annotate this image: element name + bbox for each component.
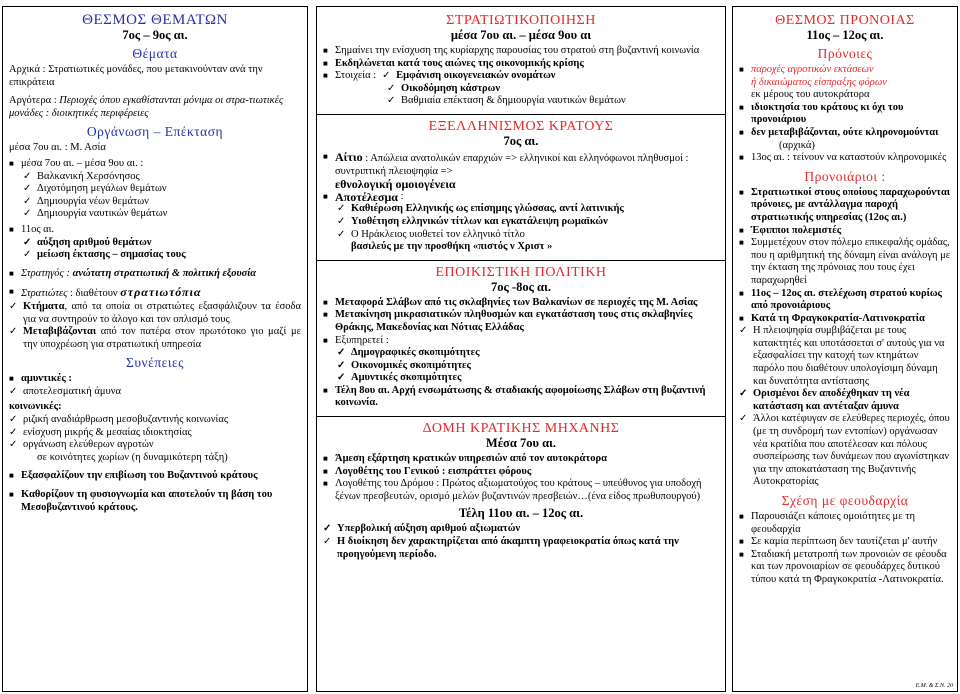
square-bullet-icon: ■ (739, 238, 744, 248)
square-bullet-icon: ■ (9, 490, 14, 500)
check-icon: ✓ (9, 326, 18, 338)
strategos-line: ■ Στρατηγός : ανώτατη στρατιωτική & πολιτική εξουσία (9, 267, 257, 279)
square-bullet-icon: ■ (323, 385, 328, 395)
check-icon: ✓ (9, 300, 18, 312)
list-item: ✓ Δημογραφικές σκοπιμότητες (337, 347, 480, 359)
argotera-text: Αργότερα : Περιοχές όπου εγκαθίστανται μόνιμα οι στρα-τιωτικές μονάδες : διοικητικές περιφέρειες (9, 95, 284, 119)
pr-b3: ■ Συμμετέχουν στον πόλεμο επικεφαλής ομάδας, που η αριθμητική της δύναμη είναι ανάλογη με την έκταση της πρόνοιας που τους έχει παραχωρηθεί (739, 237, 951, 286)
check-icon: ✓ (387, 95, 396, 107)
square-bullet-icon: ■ (323, 71, 328, 81)
square-bullet-icon: ■ (739, 153, 744, 163)
pr-c2: ✓ Ορισμένοι δεν αποδέχθηκαν τη νέα κατάσταση και αντέταξαν άμυνα (739, 388, 910, 412)
s4-title: ΔΟΜΗ ΚΡΑΤΙΚΗΣ ΜΗΧΑΝΗΣ (422, 421, 620, 437)
square-bullet-icon: ■ (739, 187, 744, 197)
pronoiarioi-heading: Προνοιάριοι : (804, 168, 886, 184)
themata-heading: Θέματα (132, 46, 178, 61)
check-icon: ✓ (382, 70, 391, 82)
pr-b1: ■ Στρατιωτικοί στους οποίους παραχωρούνται πρόνοιες, με αντάλλαγμα παροχή στρατιωτικής υπηρεσίας (12ος αι.) (739, 186, 951, 223)
check-icon: ✓ (23, 208, 32, 220)
m7-9-line: ■ μέσα 7ου αι. – μέσα 9ου αι. : (9, 157, 144, 169)
list-item: ✓ Δημιουργία νέων θεμάτων (23, 195, 149, 207)
s2-ethnologiki: εθνολογική ομοιογένεια (335, 177, 456, 192)
check-icon: ✓ (23, 183, 32, 195)
s3-title: ΕΠΟΙΚΙΣΤΙΚΗ ΠΟΛΙΤΙΚΗ (435, 264, 607, 280)
list-item: ✓ Βαθμιαία επέκταση & δημιουργία ναυτικών θεμάτων (387, 95, 626, 107)
square-bullet-icon: ■ (323, 297, 328, 307)
list-item: ✓ Ο Ηράκλειος υιοθετεί τον ελληνικό τίτλο (337, 228, 525, 240)
square-bullet-icon: ■ (9, 374, 14, 384)
check-icon: ✓ (739, 325, 748, 337)
org-heading: Οργάνωση – Επέκταση (86, 124, 224, 140)
column-middle (316, 6, 726, 692)
pronoies-b1: ■ παροχές αγροτικών εκτάσεων (739, 64, 874, 75)
check-icon: ✓ (9, 439, 18, 451)
check-icon: ✓ (323, 523, 332, 535)
check-icon: ✓ (23, 249, 32, 261)
list-item: ✓ Αμυντικές σκοπιμότητες (337, 372, 462, 384)
square-bullet-icon: ■ (739, 288, 744, 298)
check-icon: ✓ (9, 414, 18, 426)
square-bullet-icon: ■ (739, 512, 744, 521)
s2-title: ΕΞΕΛΛΗΝΙΣΜΟΣ ΚΡΑΤΟΥΣ (428, 118, 614, 134)
list-item: ✓ οργάνωση ελεύθερων αγροτών (9, 439, 154, 451)
s4-b3: ■ Λογοθέτης του Δρόμου : Πρώτος αξιωματούχος του κράτους – υπεύθυνος για υποδοχή ξένων πρεσβευτών, ορισμό μελών βυζαντινών πρεσβειών…(ένα είδος πρωθυπουργού) (323, 478, 702, 502)
list-item: ✓ Βαλκανική Χερσόνησος (23, 170, 140, 182)
amyntikes-label: ■ αμυντικές : (9, 373, 72, 385)
stratiotes-line: ■ Στρατιώτες : διαθέτουν στρατιωτόπια (9, 285, 202, 300)
s3-b4: ■ Τέλη 8ου αι. Αρχή ενσωμάτωσης & σταδιακής αφομοίωσης Σλάβων στη βυζαντινή κοινωνία. (323, 384, 706, 409)
pronoies-b4: ■ 13ος αι. : τείνουν να καταστούν κληρονομικές (739, 152, 947, 164)
s1-period: μέσα 7ου αι. – μέσα 9ου αι (450, 28, 592, 42)
square-bullet-icon: ■ (323, 151, 328, 161)
pronoies-b1a: ή δικαιώματος είσπραξης φόρων (751, 76, 887, 88)
check-icon: ✓ (23, 236, 32, 248)
m7-line: μέσα 7ου αι. : Μ. Ασία (9, 142, 106, 154)
square-bullet-icon: ■ (9, 287, 14, 297)
s4-b4: ✓ Υπερβολική αύξηση αριθμού αξιωματών (323, 523, 521, 535)
s4-b1: ■ Άμεση εξάρτηση κρατικών υπηρεσιών από τον αυτοκράτορα (323, 453, 607, 465)
s2-period: 7ος αι. (503, 133, 539, 148)
pronoies-b1b: εκ μέρους του αυτοκράτορα (751, 89, 870, 101)
square-bullet-icon: ■ (323, 46, 328, 55)
square-bullet-icon: ■ (323, 310, 328, 320)
check-icon: ✓ (323, 536, 332, 548)
square-bullet-icon: ■ (739, 313, 744, 323)
list-item: ✓ μείωση έκτασης – σημασίας τους (23, 249, 186, 261)
check-icon: ✓ (387, 82, 396, 94)
square-bullet-icon: ■ (739, 102, 744, 112)
pr-b2: ■ Έφιπποι πολεμιστές (739, 224, 842, 236)
square-bullet-icon: ■ (739, 65, 744, 74)
check-icon: ✓ (739, 413, 748, 425)
square-bullet-icon: ■ (739, 127, 744, 137)
pr-c1: ✓ Η πλειοψηφία συμβιβάζεται με τους κατακτητές και υποτάσσεται σ' αυτούς για να εξασφαλίσει την κατοχή των κτημάτων παρόλο που διαθέτουν υπολογίσιμη δύναμη και δυνατότητα αντίστασης (739, 325, 945, 387)
list-item: ✓ ριζική αναδιάρθρωση μεσοβυζαντινής κοινωνίας (9, 414, 229, 426)
list-item: ✓ Διχοτόμηση μεγάλων θεμάτων (23, 183, 167, 195)
check-icon: ✓ (337, 347, 346, 359)
square-bullet-icon: ■ (739, 549, 744, 559)
col3-period: 11ος – 12ος αι. (806, 28, 884, 42)
square-bullet-icon: ■ (323, 191, 328, 201)
check-icon: ✓ (337, 215, 346, 227)
sx-b1: ■ Παρουσιάζει κάποιες ομοιότητες με τη φεουδαρχία (739, 511, 915, 535)
s4-period: Μέσα 7ου αι. (485, 436, 557, 451)
archika-text: Αρχικά : Στρατιωτικές μονάδες, που μετακινούνταν ανά την επικράτεια (9, 64, 263, 88)
square-bullet-icon: ■ (9, 268, 14, 278)
s1-b2: ■ Εκδηλώνεται κατά τους αιώνες της οικονομικής κρίσης (323, 57, 584, 69)
pronoies-heading: Πρόνοιες (817, 46, 873, 61)
footer-initials: Ε.Μ. & Σ.Ν. 20 (915, 683, 953, 689)
s1-title: ΣΤΡΑΤΙΩΤΙΚΟΠΟΙΗΣΗ (446, 13, 596, 28)
c11-line: ■ 11ος αι. (9, 223, 55, 235)
s4-late: Τέλη 11ου αι. – 12ος αι. (458, 506, 584, 521)
square-bullet-icon: ■ (739, 537, 744, 547)
check-icon: ✓ (337, 372, 346, 384)
square-bullet-icon: ■ (323, 454, 328, 464)
metav-item: ✓ Μεταβιβάζονται από τον πατέρα στον πρωτότοκο γιο μαζί με την υποχρέωση για στρατιωτική υπηρεσία (9, 326, 301, 350)
pr-b5: ■ Κατά τη Φραγκοκρατία-Λατινοκρατία (739, 312, 925, 324)
s2-aitio: ■ Αίτιο : Απώλεια ανατολικών επαρχιών => ελληνικοί και ελληνόφωνοι πληθυσμοί : συντριπτική πλειοψηφία => (323, 149, 689, 177)
check-icon: ✓ (9, 426, 18, 438)
s2-apotelesma: ■ Αποτέλεσμα : (323, 189, 404, 204)
list-item: ✓ αύξηση αριθμού θεμάτων (23, 236, 152, 248)
square-bullet-icon: ■ (323, 58, 328, 68)
pronoies-b3: ■ δεν μεταβιβάζονται, ούτε κληρονομούνται (739, 126, 939, 138)
synepeies-heading: Συνέπειες (126, 355, 184, 371)
pronoies-b3a: (αρχικά) (779, 139, 815, 151)
square-bullet-icon: ■ (9, 158, 14, 168)
check-icon: ✓ (9, 385, 18, 397)
square-bullet-icon: ■ (323, 466, 328, 476)
s1-b3: ■ Στοιχεία : ✓ Εμφάνιση οικογενειακών ονομάτων (323, 70, 556, 82)
pr-c3: ✓ Άλλοι κατέφυγαν σε ελεύθερες περιοχές, όπου (με τη συνδρομή των εντοπίων) οργάνωσαν νέα κρατίδια που αποτέλεσαν και πόλους συσπείρωσης των δυνάμεων που αγωνίστηκαν για την αποκατάσταση της Βυζαντινής Αυτοκρατορίας (739, 413, 950, 488)
sx-b2: ■ Σε καμία περίπτωση δεν ταυτίζεται μ' αυτήν (739, 536, 938, 548)
square-bullet-icon: ■ (9, 471, 14, 481)
check-icon: ✓ (337, 203, 346, 215)
list-item: ✓ Καθιέρωση Ελληνικής ως επίσημης γλώσσας, αντί λατινικής (337, 203, 624, 215)
square-bullet-icon: ■ (323, 479, 328, 489)
pronoies-b2: ■ ιδιοκτησία του κράτους κι όχι του προνοιάριου (739, 101, 904, 126)
square-bullet-icon: ■ (323, 335, 328, 345)
square-bullet-icon: ■ (739, 225, 744, 235)
check-icon: ✓ (337, 228, 346, 240)
sx-b3: ■ Σταδιακή μετατροπή των προνοιών σε φέουδα και των προνοιαρίων σε φεουδάρχες δυτικού τύπου κατά τη Φραγκοκρατία -Λατινοκρατία. (739, 548, 947, 585)
col1-period: 7ος – 9ος αι. (122, 28, 188, 42)
check-icon: ✓ (23, 195, 32, 207)
col3-title: ΘΕΣΜΟΣ ΠΡΟΝΟΙΑΣ (775, 13, 915, 28)
ktimata-item: ✓ Κτήματα, από τα οποία οι στρατιώτες εξασφάλιζουν τα έσοδα για να συντηρούν το άλογο και τον οπλισμό τους (9, 300, 301, 325)
check-icon: ✓ (739, 388, 748, 400)
s1-b1: ■ Σημαίνει την ενίσχυση της κυρίαρχης παρουσίας του στρατού στη βυζαντινή κοινωνία (323, 45, 700, 56)
koinonikes-label: κοινωνικές: (9, 401, 62, 413)
s3-b3: ■ Εξυπηρετεί : (323, 334, 389, 346)
list-item: ✓ Υιοθέτηση ελληνικών τίτλων και εγκατάλειψη ρωμαϊκών (337, 215, 608, 227)
col1-title: ΘΕΣΜΟΣ ΘΕΜΑΤΩΝ (82, 12, 228, 28)
amyntikes-item: ✓ αποτελεσματική άμυνα (9, 385, 122, 397)
sxesi-heading: Σχέση με φεουδαρχία (781, 493, 909, 508)
check-icon: ✓ (23, 170, 32, 182)
check-icon: ✓ (337, 359, 346, 371)
exasfalizoun-line: ■ Εξασφαλίζουν την επιβίωση του Βυζαντινού κράτους (9, 470, 258, 482)
list-item: ✓ ενίσχυση μικρής & μεσαίας ιδιοκτησίας (9, 426, 192, 438)
list-item: ✓ Δημιουργία ναυτικών θεμάτων (23, 208, 168, 220)
s2-vasilefs: βασιλεύς με την προσθήκη «πιστός ν Χριστ » (351, 241, 553, 253)
column-pronoia (732, 6, 958, 692)
koinonikes-extra: σε κοινότητες χωρίων (η δυναμικότερη τάξη) (37, 451, 228, 463)
kathorizoun-line: ■ Καθορίζουν τη φυσιογνωμία και αποτελούν τη βάση του Μεσοβυζαντινού κράτους. (9, 489, 273, 513)
pr-b4: ■ 11ος – 12ος αι. στελέχωση στρατού κυρίως από προνοιάριους (739, 287, 942, 312)
s3-b2: ■ Μετακίνηση μικρασιατικών πληθυσμών και εγκατάσταση τους στις σκλαβηνίες Θράκης, Μακεδονίας και Νότιας Ελλάδας (323, 309, 693, 333)
s3-period: 7ος -8ος αι. (491, 279, 551, 294)
column-themata (2, 6, 308, 692)
s4-b2: ■ Λογοθέτης του Γενικού : εισπράττει φόρους (323, 465, 532, 477)
list-item: ✓ Οικονομικές σκοπιμότητες (337, 359, 471, 371)
square-bullet-icon: ■ (9, 224, 14, 234)
s4-b5: ✓ Η διοίκηση δεν χαρακτηρίζεται από άκαμπτη γραφειοκρατία όπως κατά την προηγούμενη περίοδο. (323, 536, 679, 560)
s3-b1: ■ Μεταφορά Σλάβων από τις σκλαβηνίες των Βαλκανίων σε περιοχές της Μ. Ασίας (323, 296, 698, 308)
list-item: ✓ Οικοδόμηση κάστρων (387, 82, 501, 94)
